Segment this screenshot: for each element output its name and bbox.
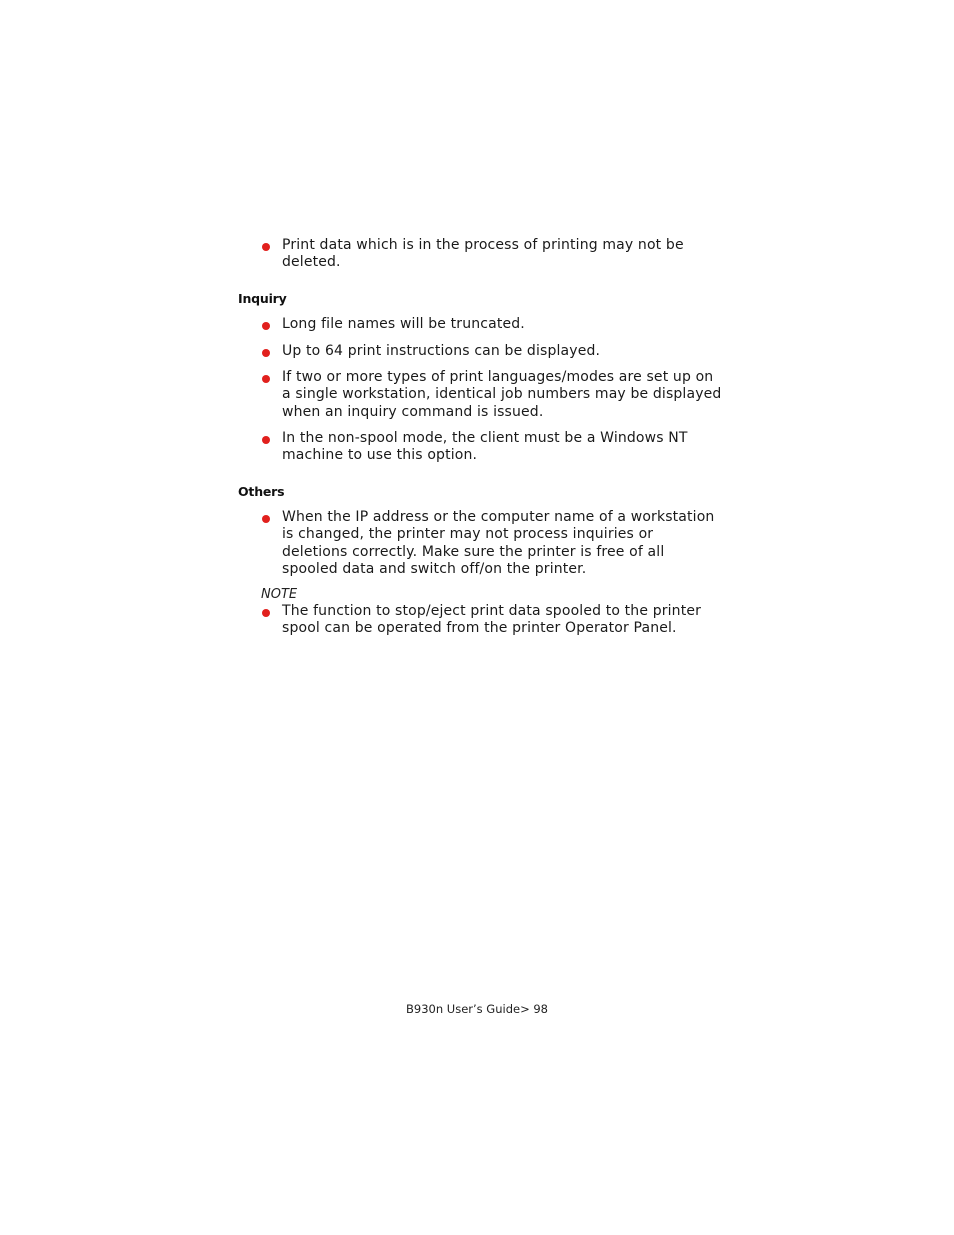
bullet-icon bbox=[262, 349, 270, 357]
bullet-icon bbox=[262, 375, 270, 383]
bullet-icon bbox=[262, 243, 270, 251]
section-heading-others: Others bbox=[238, 484, 285, 499]
note-label: NOTE bbox=[261, 587, 298, 602]
list-item-text: Print data which is in the process of printing may not be deleted. bbox=[282, 237, 684, 271]
section-heading-inquiry: Inquiry bbox=[238, 291, 287, 306]
bullet-icon bbox=[262, 436, 270, 444]
list-item-text: When the IP address or the computer name of a workstation is changed, the printer may not process inquiries or deletions correctly. Make sure the printer is free of all spooled data and switch off/on the printer. bbox=[282, 509, 715, 577]
bullet-icon bbox=[262, 515, 270, 523]
bullet-icon bbox=[262, 609, 270, 617]
list-item-text: Up to 64 print instructions can be displayed. bbox=[282, 343, 601, 359]
bullet-icon bbox=[262, 322, 270, 330]
list-item-text: The function to stop/eject print data spooled to the printer spool can be operated from the printer Operator Panel. bbox=[282, 603, 702, 637]
list-item-text: In the non-spool mode, the client must be a Windows NT machine to use this option. bbox=[282, 430, 688, 464]
page-footer: B930n User’s Guide> 98 bbox=[406, 1002, 548, 1016]
list-item-text: If two or more types of print languages/modes are set up on a single workstation, identical job numbers may be displayed when an inquiry command is issued. bbox=[282, 369, 722, 420]
list-item-text: Long file names will be truncated. bbox=[282, 316, 525, 332]
